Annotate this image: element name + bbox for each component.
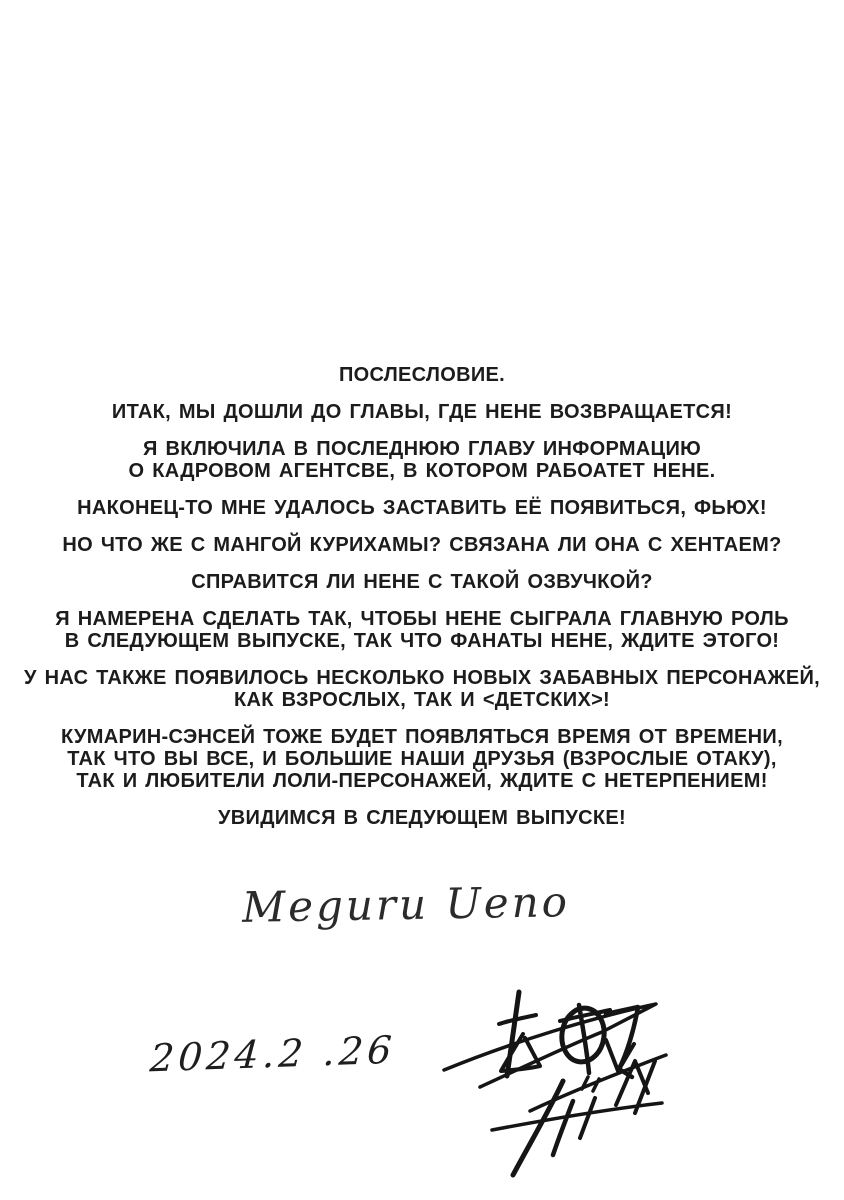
afterword-line: КАК ВЗРОСЛЫХ, ТАК И <ДЕТСКИХ>! xyxy=(233,689,611,711)
afterword-line: Я НАМЕРЕНА СДЕЛАТЬ ТАК, ЧТОБЫ НЕНЕ СЫГРАЛА ГЛАВНУЮ РОЛЬ xyxy=(55,608,789,630)
afterword-paragraph xyxy=(0,608,844,652)
afterword-line: НАКОНЕЦ-ТО МНЕ УДАЛОСЬ ЗАСТАВИТЬ ЕЁ ПОЯВИТЬСЯ, ФЬЮХ! xyxy=(77,497,767,519)
afterword-paragraph xyxy=(0,807,844,829)
afterword-line: КУМАРИН-СЭНСЕЙ ТОЖЕ БУДЕТ ПОЯВЛЯТЬСЯ ВРЕМЯ ОТ ВРЕМЕНИ, xyxy=(61,726,783,748)
afterword-line: Я ВКЛЮЧИЛА В ПОСЛЕДНЮЮ ГЛАВУ ИНФОРМАЦИЮ xyxy=(142,438,702,460)
afterword-paragraph xyxy=(0,571,844,593)
afterword-paragraph xyxy=(0,667,844,711)
ueno-kanji-autograph-icon xyxy=(430,973,720,1185)
afterword-line: ТАК И ЛЮБИТЕЛИ ЛОЛИ-ПЕРСОНАЖЕЙ, ЖДИТЕ С НЕТЕРПЕНИЕМ! xyxy=(76,770,768,792)
afterword-paragraph xyxy=(0,497,844,519)
afterword-title: ПОСЛЕСЛОВИЕ. xyxy=(338,364,506,386)
author-name-script-signature: Meguru Ueno xyxy=(241,877,571,932)
afterword-paragraph xyxy=(0,438,844,482)
afterword-line: ТАК ЧТО ВЫ ВСЕ, И БОЛЬШИЕ НАШИ ДРУЗЬЯ (ВЗРОСЛЫЕ ОТАКУ), xyxy=(67,748,777,770)
afterword-paragraph xyxy=(0,401,844,423)
afterword-paragraph xyxy=(0,726,844,792)
afterword-line: В СЛЕДУЮЩЕМ ВЫПУСКЕ, ТАК ЧТО ФАНАТЫ НЕНЕ, ЖДИТЕ ЭТОГО! xyxy=(64,630,780,652)
signature-date: 2024.2 .26 xyxy=(148,1027,397,1081)
afterword-line: ИТАК, МЫ ДОШЛИ ДО ГЛАВЫ, ГДЕ НЕНЕ ВОЗВРАЩАЕТСЯ! xyxy=(111,401,733,423)
afterword-line: У НАС ТАКЖЕ ПОЯВИЛОСЬ НЕСКОЛЬКО НОВЫХ ЗАБАВНЫХ ПЕРСОНАЖЕЙ, xyxy=(23,667,821,689)
afterword-paragraph xyxy=(0,534,844,556)
afterword-line: НО ЧТО ЖЕ С МАНГОЙ КУРИХАМЫ? СВЯЗАНА ЛИ ОНА С ХЕНТАЕМ? xyxy=(62,534,782,556)
afterword-line: УВИДИМСЯ В СЛЕДУЮЩЕМ ВЫПУСКЕ! xyxy=(218,807,626,829)
afterword-line: О КАДРОВОМ АГЕНТСВЕ, В КОТОРОМ РАБОАТЕТ НЕНЕ. xyxy=(128,460,716,482)
afterword-text-block xyxy=(0,364,844,844)
afterword-line: СПРАВИТСЯ ЛИ НЕНЕ С ТАКОЙ ОЗВУЧКОЙ? xyxy=(191,571,653,593)
